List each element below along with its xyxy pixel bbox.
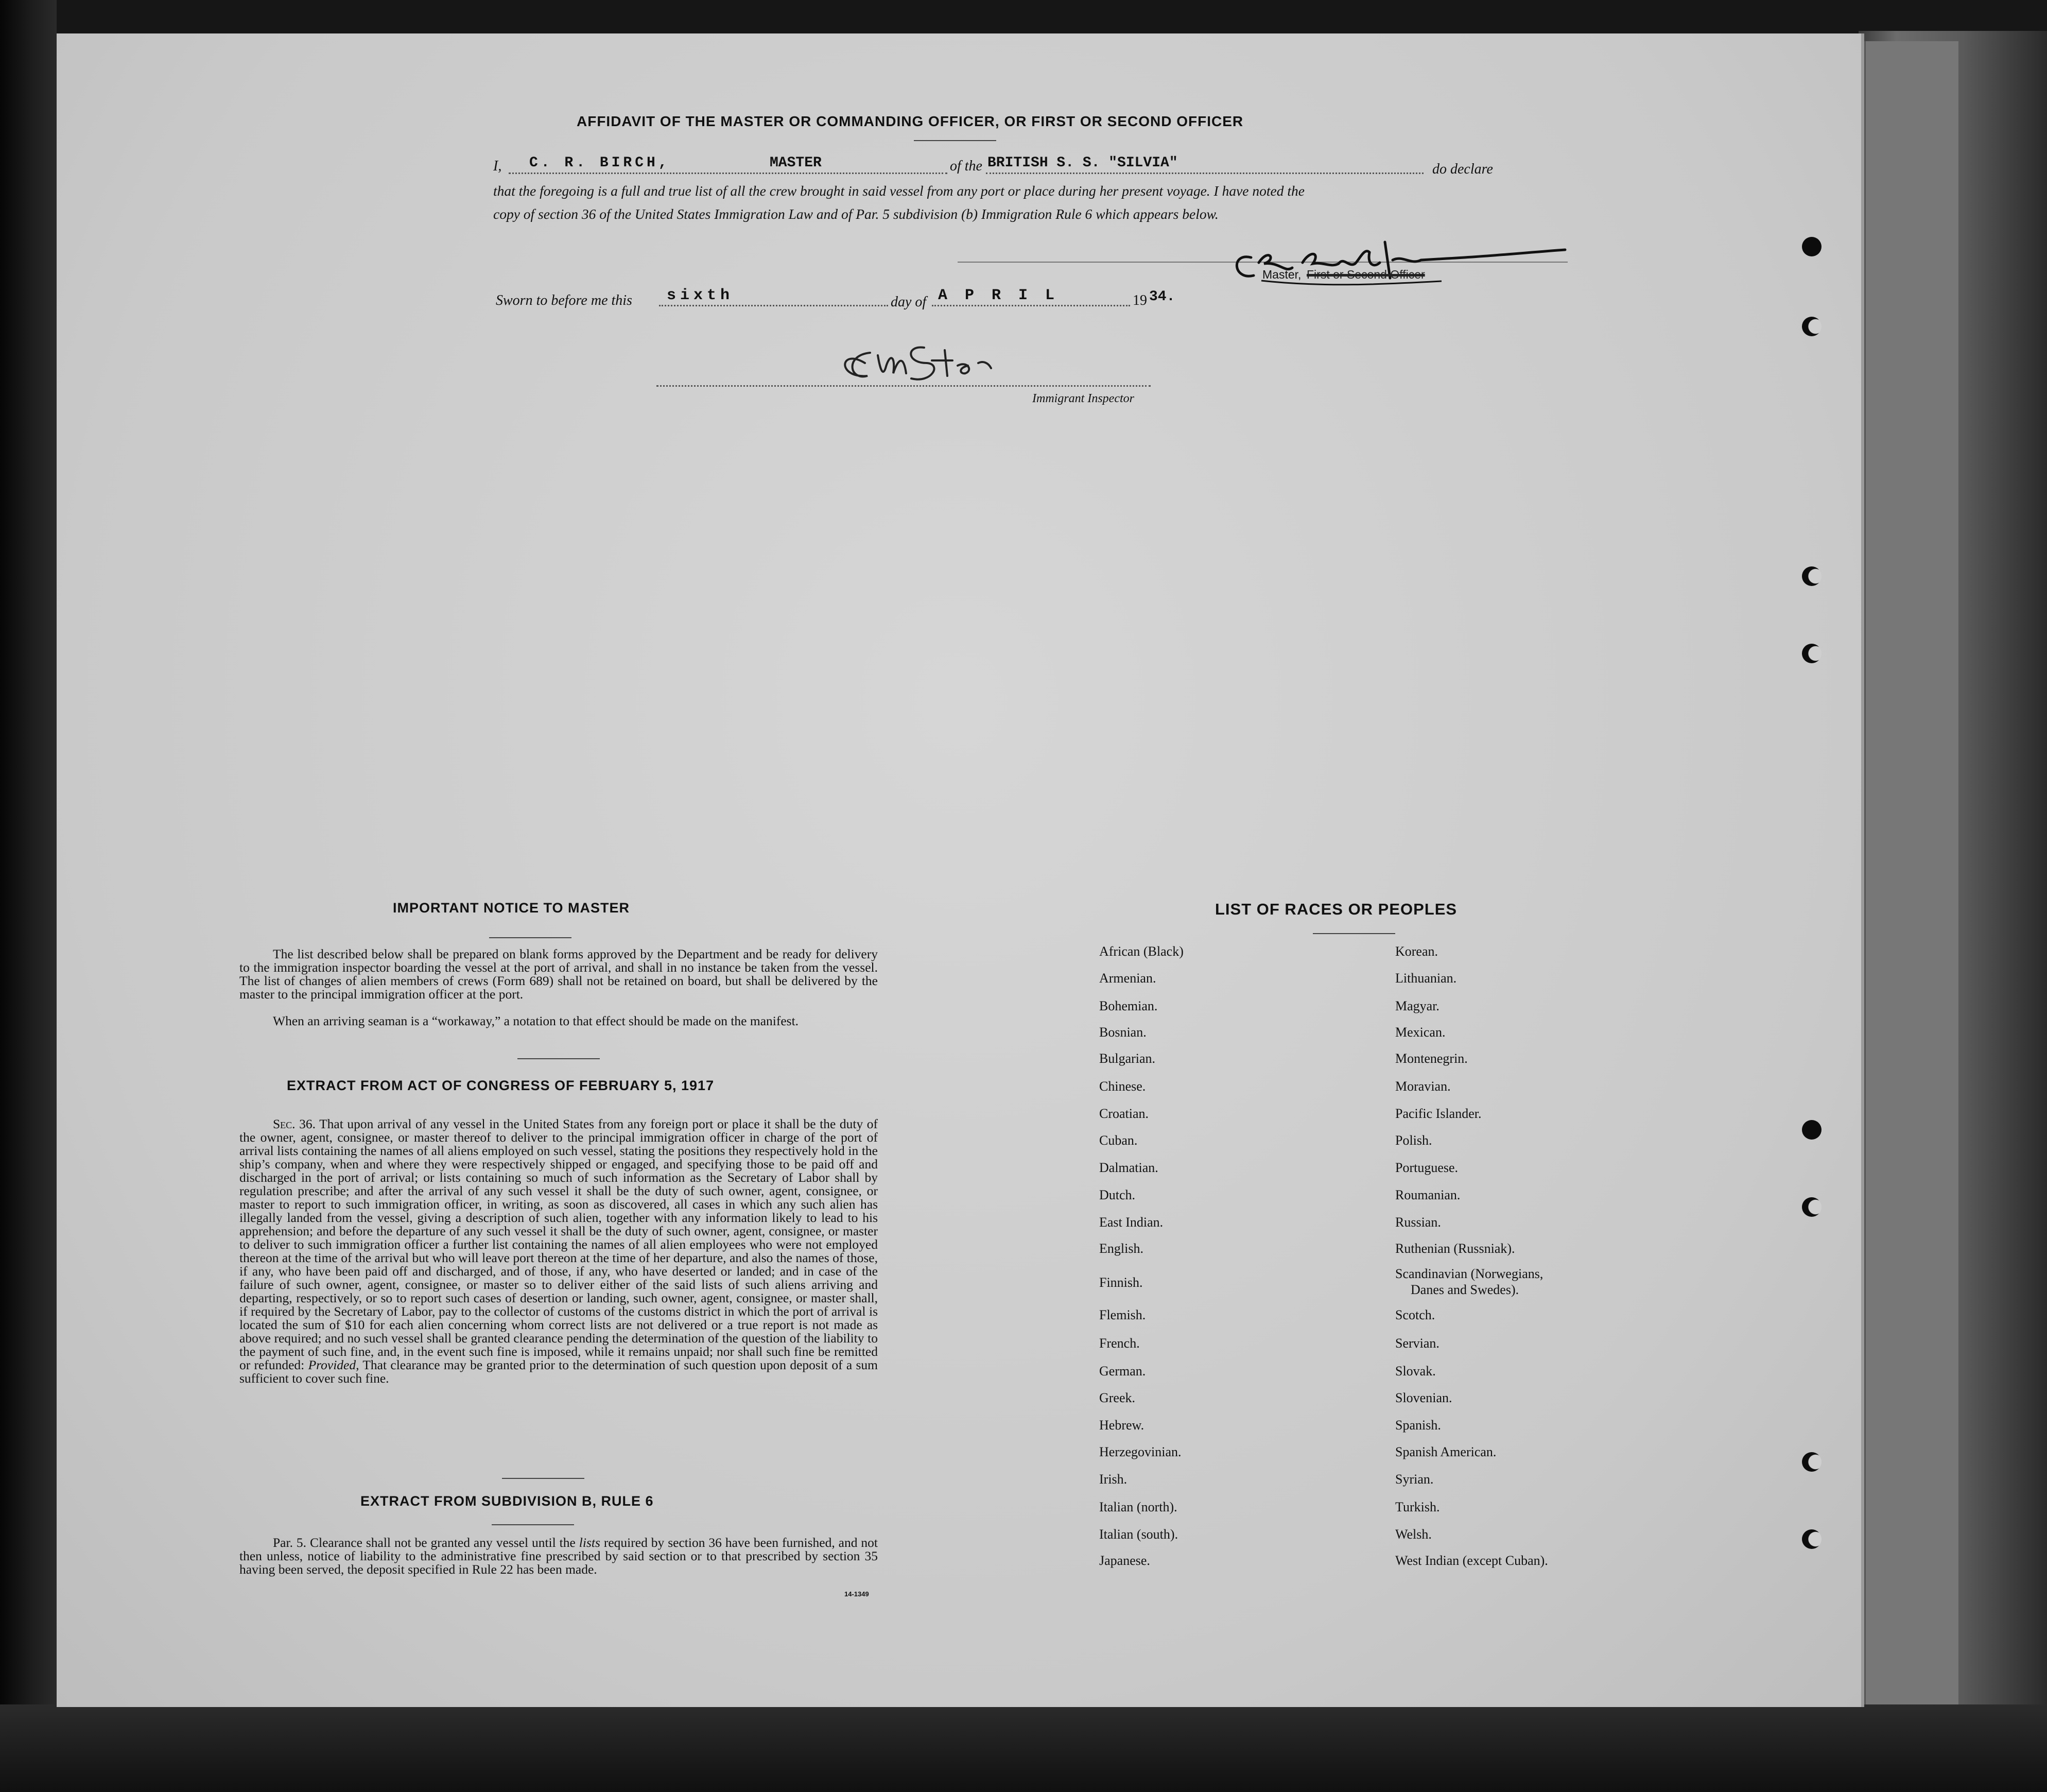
race-left: Italian (south). xyxy=(1099,1527,1178,1542)
inspector-signature xyxy=(829,332,1076,389)
race-left: Hebrew. xyxy=(1099,1418,1144,1433)
punch-hole xyxy=(1802,1529,1822,1549)
year-suffix: 34. xyxy=(1149,289,1175,305)
extract-2-divider xyxy=(492,1524,574,1525)
extract-2-title: EXTRACT FROM SUBDIVISION B, RULE 6 xyxy=(360,1493,654,1509)
race-right: Turkish. xyxy=(1395,1500,1440,1514)
race-left: Japanese. xyxy=(1099,1553,1150,1568)
race-right: Montenegrin. xyxy=(1395,1051,1468,1066)
extract-1-text xyxy=(239,1117,878,1385)
race-left: Herzegovinian. xyxy=(1099,1444,1182,1459)
notice-paragraph-2: When an arriving seaman is a “workaway,” a notation to that effect should be made on the manifest. xyxy=(273,1013,799,1028)
race-right: Pacific Islander. xyxy=(1395,1106,1482,1121)
month-line xyxy=(932,305,1130,306)
race-right: Ruthenian (Russniak). xyxy=(1395,1241,1515,1256)
race-left: East Indian. xyxy=(1099,1215,1164,1230)
punch-hole xyxy=(1802,237,1822,256)
race-right: Polish. xyxy=(1395,1133,1432,1148)
affidavit-line-3: copy of section 36 of the United States Immigration Law and of Par. 5 subdivision (b) Immigration Rule 6 which appears below. xyxy=(493,206,1219,222)
race-left: Dutch. xyxy=(1099,1187,1136,1202)
do-declare-label: do declare xyxy=(1432,161,1493,177)
lists-word: lists xyxy=(579,1535,600,1550)
underlying-sheet xyxy=(1864,41,1958,1715)
race-right: Russian. xyxy=(1395,1215,1441,1230)
race-right: Slovak. xyxy=(1395,1364,1436,1379)
year-prefix: 19 xyxy=(1133,292,1147,308)
race-left: English. xyxy=(1099,1241,1143,1256)
race-left: Italian (north). xyxy=(1099,1500,1177,1514)
race-right: Roumanian. xyxy=(1395,1187,1461,1202)
race-right: Magyar. xyxy=(1395,998,1439,1013)
punch-hole xyxy=(1802,566,1822,586)
binder-bottom xyxy=(0,1704,2047,1792)
affidavit-title: AFFIDAVIT OF THE MASTER OR COMMANDING OFFICER, OR FIRST OR SECOND OFFICER xyxy=(577,113,1244,129)
race-left: Flemish. xyxy=(1099,1307,1146,1322)
race-right-continued: Danes and Swedes). xyxy=(1411,1282,1519,1297)
race-right: Servian. xyxy=(1395,1336,1439,1351)
punch-hole xyxy=(1802,1452,1822,1472)
race-left: Chinese. xyxy=(1099,1079,1146,1094)
punch-hole xyxy=(1802,317,1822,336)
struck-officer-label: First or Second Officer xyxy=(1307,268,1425,281)
race-right: Slovenian. xyxy=(1395,1390,1452,1405)
race-right: Moravian. xyxy=(1395,1079,1451,1094)
name-line xyxy=(509,173,947,174)
race-left: Bulgarian. xyxy=(1099,1051,1156,1066)
race-right: Spanish American. xyxy=(1395,1444,1497,1459)
of-the-label: of the xyxy=(950,158,982,174)
race-right: West Indian (except Cuban). xyxy=(1395,1553,1548,1568)
extract-1-title: EXTRACT FROM ACT OF CONGRESS OF FEBRUARY 5, 1917 xyxy=(287,1078,715,1093)
races-divider xyxy=(1313,933,1395,934)
affidavit-line-2: that the foregoing is a full and true list of all the crew brought in said vessel from any port or place during her present voyage. I have noted the xyxy=(493,183,1305,199)
rule6-text-b: required by section 36 have been furnished, and not then unless, notice of liability to the administrative fine prescribed by said section or to that prescribed by section 35 having been served, the deposit specified in Rule 22 has been made. xyxy=(239,1535,878,1577)
race-left: German. xyxy=(1099,1364,1146,1379)
vessel-name: BRITISH S. S. "SILVIA" xyxy=(987,155,1178,171)
race-left: Irish. xyxy=(1099,1472,1127,1487)
inspector-label: Immigrant Inspector xyxy=(1032,392,1134,405)
inspector-line xyxy=(656,385,1151,387)
race-right: Lithuanian. xyxy=(1395,971,1457,986)
extract-divider xyxy=(502,1478,584,1479)
race-left: Greek. xyxy=(1099,1390,1136,1405)
binder-edge-left xyxy=(0,0,57,1792)
master-rank: MASTER xyxy=(770,155,822,171)
sworn-day: sixth xyxy=(667,287,734,304)
day-of-label: day of xyxy=(891,294,927,310)
race-left: Finnish. xyxy=(1099,1275,1143,1290)
notice-paragraph-1: The list described below shall be prepared on blank forms approved by the Department and be ready for delivery to the immigration inspector boarding the vessel at the port of arrival, and shall in no instance be taken from the vessel. The list of changes of alien members of crews (Form 689) shall not be retained on board, but shall be delivered by the master to the principal immigration officer at the port. xyxy=(239,946,878,1002)
race-right: Mexican. xyxy=(1395,1025,1446,1040)
race-left: Armenian. xyxy=(1099,971,1156,986)
punch-hole xyxy=(1802,644,1822,663)
race-right: Welsh. xyxy=(1395,1527,1432,1542)
provided-word: Provided, xyxy=(308,1357,359,1372)
day-line xyxy=(659,305,888,306)
race-left: Dalmatian. xyxy=(1099,1160,1158,1175)
document-page xyxy=(57,33,1861,1707)
punch-hole xyxy=(1802,1197,1822,1217)
sworn-month: A P R I L xyxy=(938,287,1059,304)
race-right: Portuguese. xyxy=(1395,1160,1459,1175)
race-right: Korean. xyxy=(1395,944,1438,959)
races-title: LIST OF RACES OR PEOPLES xyxy=(1215,900,1458,918)
section-36-end: That clearance may be granted prior to the determination of such question upon deposit of a sum sufficient to cover such fine. xyxy=(239,1357,878,1386)
affidavit-i-label: I, xyxy=(493,158,502,174)
race-left: African (Black) xyxy=(1099,944,1184,959)
section-36-text: That upon arrival of any vessel in the United States from any foreign port or place it shall be the duty of the owner, agent, consignee, or master thereof to deliver to the principal immigration officer in charge of the port of arrival lists containing the names of all aliens employed on such vessel, stating the positions they respectively hold in the ship’s company, when and where they were respectively shipped or engaged, and specifying those to be paid off and discharged in the port of arrival; or lists containing so much of such information as the Secretary of Labor shall by regulation prescribe; and after the arrival of any such vessel it shall be the duty of such owner, agent, consignee, or master to report to such immigration officer, in writing, as soon as discovered, all cases in which any such alien has illegally landed from the vessel, giving a description of such alien, together with any information likely to lead to his apprehension; and before the departure of any such vessel it shall be the duty of such owner, agent, consignee, or master to deliver to such immigration officer a further list containing the names of all alien employees who were not employed thereon at the time of the arrival but who will leave port thereon at the time of her departure, and also the names of those, if any, who have been paid off and discharged, and of those, if any, who have deserted or landed; and in case of the failure of such owner, agent, consignee, or master so to deliver either of the said lists of such aliens arriving and departing, respectively, or so to report such cases of desertion or landing, such owner, agent, consignee, or master shall, if required by the Secretary of Labor, pay to the collector of customs of the customs district in which the port of arrival is located the sum of $10 for each alien concerning whom correct lists are not delivered or a true report is not made as above required; and no such vessel shall be granted clearance pending the determination of the question of the liability to the payment of such fine, and, in the event such fine is imposed, while it remains unpaid; nor shall such fine be remitted or refunded: xyxy=(239,1116,878,1372)
notice-title: IMPORTANT NOTICE TO MASTER xyxy=(393,900,630,916)
race-right: Scotch. xyxy=(1395,1307,1435,1322)
rule6-text-a: Par. 5. Clearance shall not be granted any vessel until the xyxy=(273,1535,576,1550)
master-label: Master, xyxy=(1262,268,1302,281)
race-left: French. xyxy=(1099,1336,1140,1351)
form-number: 14-1349 xyxy=(844,1590,869,1598)
punch-hole xyxy=(1802,1120,1822,1140)
notice-divider-2 xyxy=(517,1058,600,1059)
notice-divider xyxy=(489,937,571,938)
sworn-prefix: Sworn to before me this xyxy=(496,292,632,308)
race-left: Cuban. xyxy=(1099,1133,1138,1148)
race-right: Scandinavian (Norwegians, xyxy=(1395,1266,1543,1281)
master-name: C. R. BIRCH, xyxy=(529,155,670,171)
race-right: Spanish. xyxy=(1395,1418,1441,1433)
race-left: Bohemian. xyxy=(1099,998,1158,1013)
section-label: Sec. 36. xyxy=(273,1116,316,1131)
race-left: Croatian. xyxy=(1099,1106,1149,1121)
extract-2-text xyxy=(239,1536,878,1576)
race-left: Bosnian. xyxy=(1099,1025,1147,1040)
title-divider xyxy=(914,140,996,141)
vessel-line xyxy=(986,173,1424,174)
race-right: Syrian. xyxy=(1395,1472,1434,1487)
